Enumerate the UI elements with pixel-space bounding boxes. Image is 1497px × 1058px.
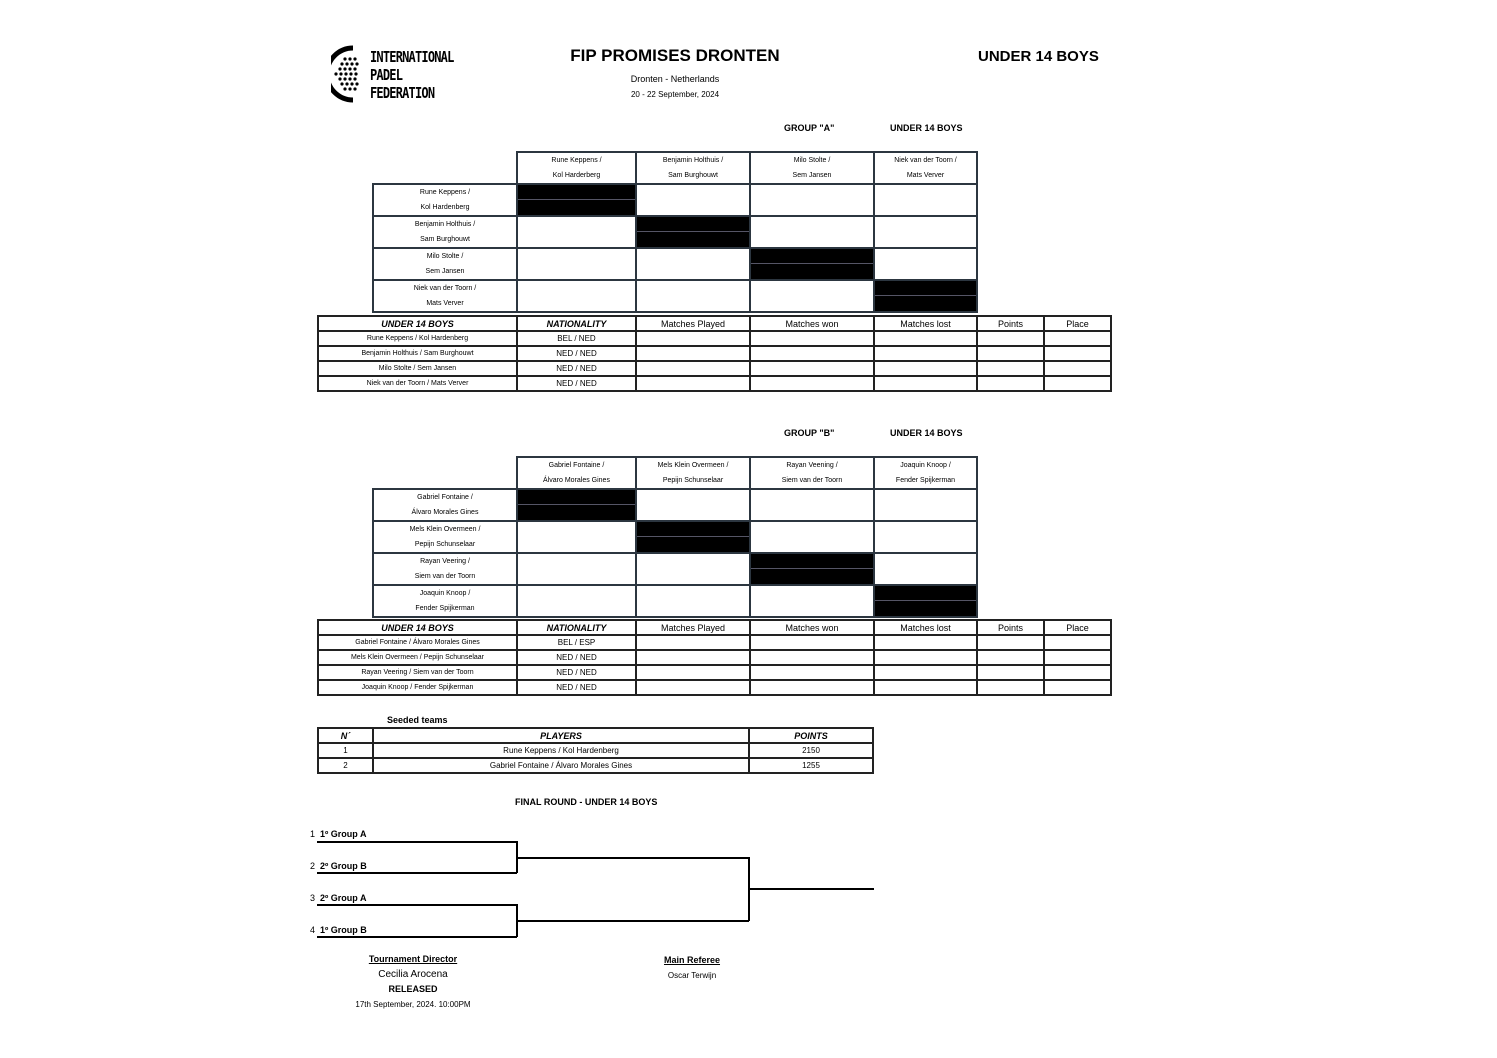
matrix-cell [636,248,750,280]
tournament-dates: 20 - 22 September, 2024 [630,90,720,99]
matrix-cell [517,248,636,280]
matrix-cell [517,553,636,585]
group-a-standings [317,315,1112,392]
seeded-players-header: PLAYERS [373,728,749,743]
group-a-label: GROUP "A" [784,123,835,133]
standings-won-header: Matches won [750,316,874,331]
matrix-cell [636,553,750,585]
standings-row: Joaquin Knoop / Fender Spijkerman NED / NED [318,680,1111,695]
matrix-cell [874,489,977,521]
standings-place-header: Place [1044,316,1111,331]
standings-row: Rayan Veering / Siem van der Toorn NED / NED [318,665,1111,680]
bracket-slot-number: 3 [310,893,316,903]
released-date: 17th September, 2024. 10:00PM [355,1000,471,1009]
matrix-cell [874,553,977,585]
bracket-slot-label: 1º Group B [320,925,367,935]
matrix-row-header: Benjamin Holthuis / Sam Burghouwt [373,216,517,248]
matrix-cell [874,521,977,553]
standings-row: Benjamin Holthuis / Sam Burghouwt NED / NED [318,346,1111,361]
seeded-n-header: N´ [318,728,373,743]
standings-lost-header: Matches lost [874,620,977,635]
standings-category-header: UNDER 14 BOYS [318,620,517,635]
matrix-col-header: Mels Klein Overmeen / Pepijn Schunselaar [636,457,750,489]
group-a-category: UNDER 14 BOYS [890,123,963,133]
matrix-col-header: Gabriel Fontaine / Álvaro Morales Gines [517,457,636,489]
bracket-line [317,872,517,874]
matrix-col-header: Rune Keppens / Kol Harderberg [517,152,636,184]
standings-nationality-header: NATIONALITY [517,620,636,635]
matrix-corner [373,152,517,184]
matrix-cell-blocked [750,553,874,585]
director-title: Tournament Director [368,954,458,964]
matrix-col-header: Niek van der Toorn / Mats Verver [874,152,977,184]
standings-points-header: Points [977,620,1044,635]
matrix-cell [636,585,750,617]
bracket-line [749,888,874,890]
bracket-line [517,857,749,859]
matrix-cell [750,489,874,521]
group-b-label: GROUP "B" [784,428,835,438]
category-title: UNDER 14 BOYS [978,48,1099,65]
matrix-row-header: Rayan Veering / Siem van der Toorn [373,553,517,585]
bracket-line [317,904,517,906]
bracket-slot-label: 1º Group A [320,829,367,839]
matrix-row-header: Niek van der Toorn / Mats Verver [373,280,517,312]
group-a-matrix [372,151,978,313]
standings-nationality-header: NATIONALITY [517,316,636,331]
logo-line: INTERNATIONAL [370,48,454,66]
standings-row: Niek van der Toorn / Mats Verver NED / NED [318,376,1111,391]
matrix-cell [636,184,750,216]
tournament-location: Dronten - Netherlands [630,74,720,84]
logo-line: PADEL [370,66,403,84]
matrix-cell [750,184,874,216]
standings-played-header: Matches Played [636,620,750,635]
referee-name: Oscar Terwijn [667,971,717,980]
matrix-cell [874,184,977,216]
seeded-row: 2 Gabriel Fontaine / Álvaro Morales Gines 1255 [318,758,873,773]
bracket-line [317,936,517,938]
bracket-slot-number: 1 [310,829,316,839]
matrix-cell-blocked [874,280,977,312]
matrix-row-header: Joaquin Knoop / Fender Spijkerman [373,585,517,617]
matrix-cell [750,216,874,248]
seeded-row: 1 Rune Keppens / Kol Hardenberg 2150 [318,743,873,758]
matrix-cell [517,585,636,617]
standings-row: Mels Klein Overmeen / Pepijn Schunselaar NED / NED [318,650,1111,665]
logo-line: FEDERATION [370,84,435,102]
bracket-slot-label: 2º Group A [320,893,367,903]
matrix-cell-blocked [874,585,977,617]
matrix-col-header: Joaquin Knoop / Fender Spijkerman [874,457,977,489]
matrix-cell-blocked [750,248,874,280]
matrix-row-header: Gabriel Fontaine / Álvaro Morales Gines [373,489,517,521]
matrix-cell [517,521,636,553]
matrix-row-header: Mels Klein Overmeen / Pepijn Schunselaar [373,521,517,553]
seeded-title: Seeded teams [387,715,448,725]
matrix-cell-blocked [636,216,750,248]
standings-category-header: UNDER 14 BOYS [318,316,517,331]
matrix-col-header: Milo Stolte / Sem Jansen [750,152,874,184]
matrix-cell-blocked [517,489,636,521]
matrix-cell [517,216,636,248]
group-b-matrix [372,456,978,618]
matrix-cell-blocked [636,521,750,553]
matrix-cell [636,280,750,312]
matrix-cell [636,489,750,521]
seeded-table [317,727,874,774]
matrix-row-header: Rune Keppens / Kol Hardenberg [373,184,517,216]
standings-row: Milo Stolte / Sem Jansen NED / NED [318,361,1111,376]
matrix-cell [750,280,874,312]
standings-lost-header: Matches lost [874,316,977,331]
director-name: Cecilia Arocena [378,969,448,980]
group-b-standings [317,619,1112,696]
bracket-slot-number: 4 [310,925,316,935]
bracket-slot-number: 2 [310,861,316,871]
matrix-cell [517,280,636,312]
bracket-slot-label: 2º Group B [320,861,367,871]
matrix-col-header: Rayan Veening / Siem van der Toorn [750,457,874,489]
tournament-title: FIP PROMISES DRONTEN [570,46,780,65]
bracket-line [517,920,749,922]
matrix-cell [750,585,874,617]
bracket-line [317,841,517,843]
standings-points-header: Points [977,316,1044,331]
matrix-row-header: Milo Stolte / Sem Jansen [373,248,517,280]
standings-played-header: Matches Played [636,316,750,331]
matrix-cell [874,248,977,280]
group-b-category: UNDER 14 BOYS [890,428,963,438]
matrix-cell-blocked [517,184,636,216]
matrix-corner [373,457,517,489]
matrix-col-header: Benjamin Holthuis / Sam Burghouwt [636,152,750,184]
standings-place-header: Place [1044,620,1111,635]
standings-row: Gabriel Fontaine / Álvaro Morales Gines BEL / ESP [318,635,1111,650]
fip-logo-icon [331,45,367,103]
standings-row: Rune Keppens / Kol Hardenberg BEL / NED [318,331,1111,346]
final-round-title: FINAL ROUND - UNDER 14 BOYS [515,797,658,807]
matrix-cell [750,521,874,553]
seeded-points-header: POINTS [749,728,873,743]
standings-won-header: Matches won [750,620,874,635]
matrix-cell [874,216,977,248]
referee-title: Main Referee [663,955,721,965]
released-label: RELEASED [388,984,438,994]
fip-logo-text [370,48,454,102]
